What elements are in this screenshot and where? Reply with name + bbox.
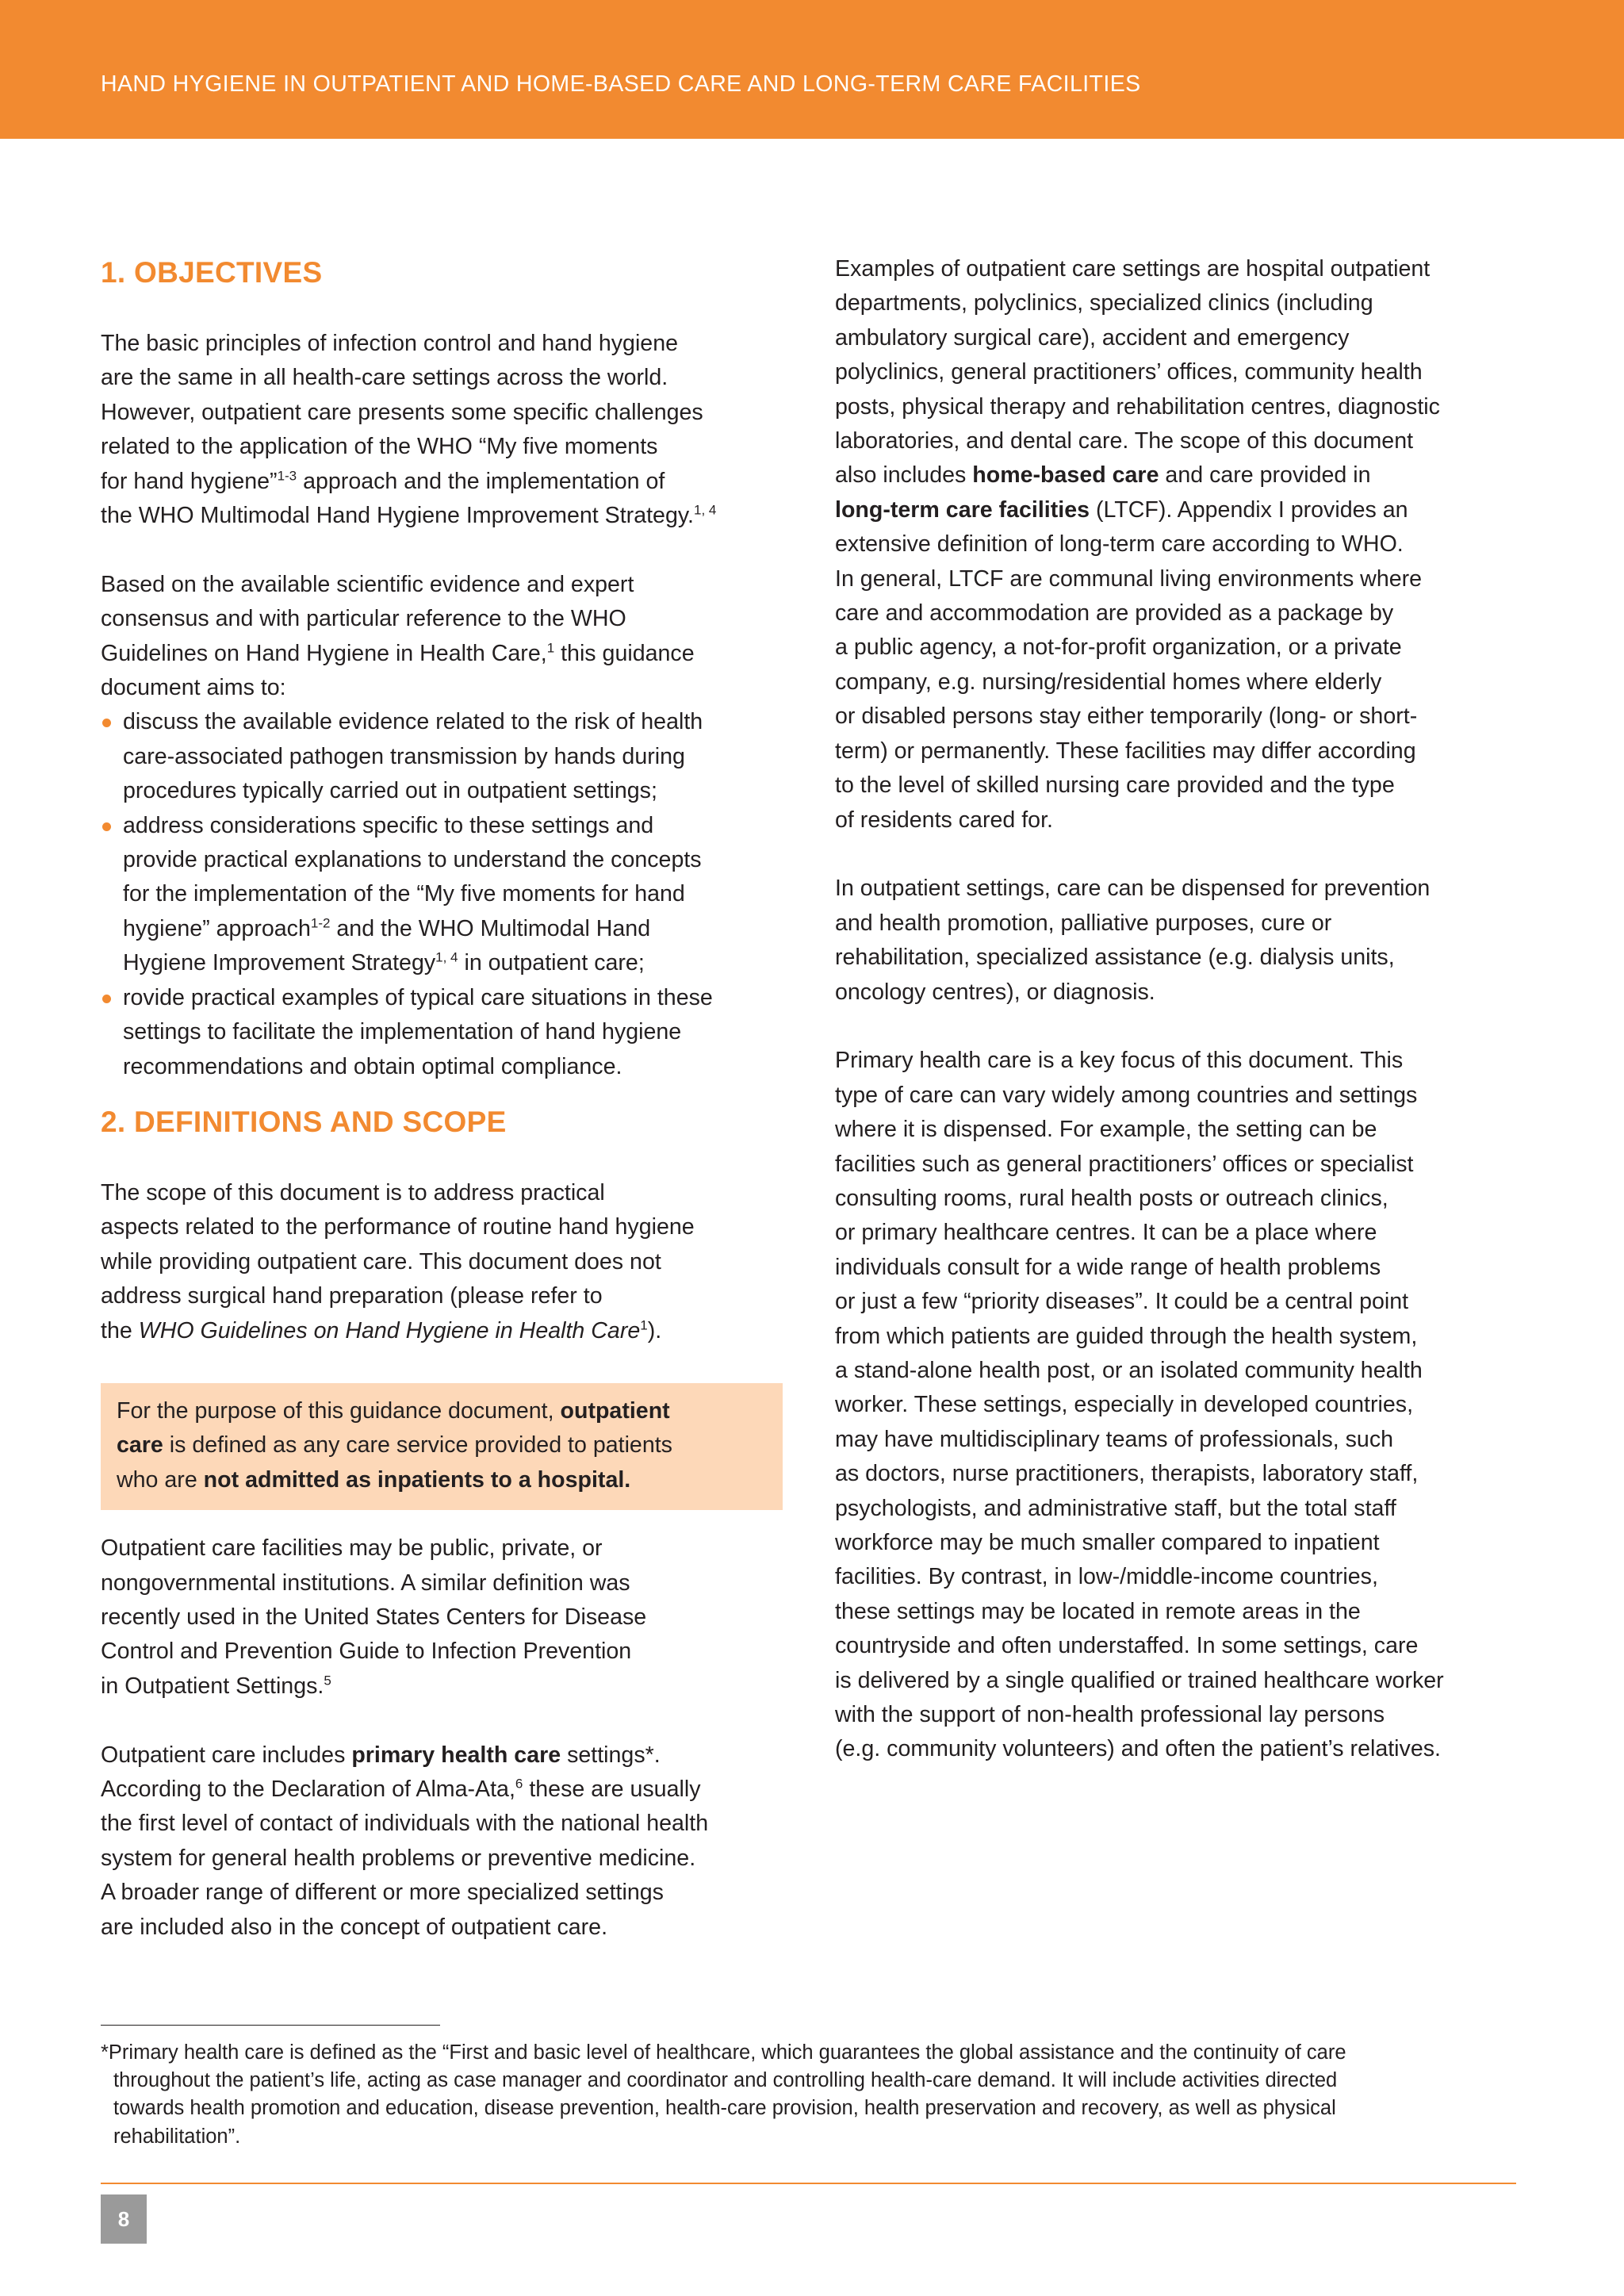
header-title: HAND HYGIENE IN OUTPATIENT AND HOME-BASED CARE AND LONG-TERM CARE FACILITIES bbox=[101, 71, 1141, 97]
objectives-paragraph-2: Based on the available scientific evidence and expert consensus and with particular reference to the WHO Guidelines on Hand Hygiene in Health Care,$^1$ this guidance document aims to: bbox=[101, 571, 695, 701]
scope-paragraph-2: In outpatient settings, care can be dispensed for prevention and health promotion, palliative purposes, cure or rehabilitation, specialized assistance (e.g. dialysis units, oncology centres), or diagnosis. bbox=[835, 876, 1431, 1005]
bullet-icon bbox=[102, 822, 111, 831]
right-column bbox=[835, 252, 1523, 1767]
footnote: *Primary health care is defined as the “First and basic level of healthcare, which guarantees the global assistance and the continuity of care throughout the patient’s life, acting as case manager and coordinator and controlling health-care demand. It will include activities directed towards health promotion and education, disease prevention, health-care provision, health preservation and recovery, as well as physical rehabilitation”. bbox=[101, 2041, 1346, 2148]
section-heading-definitions: 2. DEFINITIONS AND SCOPE bbox=[101, 1105, 507, 1138]
list-item: address considerations specific to these settings and provide practical explanations to understand the concepts for the implementation of the “My five moments for hand hygiene” approach$^{1-2}$ and the WHO Multimodal Hand Hygiene Improvement Strategy$^{1, 4}$ in outpatient care; bbox=[101, 809, 799, 981]
definitions-paragraph-1: The scope of this document is to address practical aspects related to the performance of routine hand hygiene while providing outpatient care. This document does not address surgical hand preparation (please refer to the WHO Guidelines on Hand Hygiene in Health Care$^1$). bbox=[101, 1179, 695, 1343]
objectives-paragraph-1: The basic principles of infection control and hand hygiene are the same in all health-care settings across the world. However, outpatient care presents some specific challenges related to the application of the WHO “My five moments for hand hygiene”$^{1-3}$ approach and the implementation of the WHO Multimodal Hand Hygiene Improvement Strategy.$^{1, 4}$ bbox=[101, 331, 717, 529]
page-header bbox=[0, 0, 1624, 139]
bullet-icon bbox=[102, 995, 111, 1003]
definitions-paragraph-2: Outpatient care facilities may be public, private, or nongovernmental institutions. A similar definition was recently used in the United States Centers for Disease Control and Prevention Guide to Infection Prevention in Outpatient Settings.$^5$ bbox=[101, 1535, 647, 1699]
left-column bbox=[101, 252, 799, 1945]
list-item: rovide practical examples of typical care situations in these settings to facilitate the implementation of hand hygiene recommendations and obtain optimal compliance. bbox=[101, 981, 799, 1084]
section-heading-objectives: 1. OBJECTIVES bbox=[101, 256, 323, 289]
definitions-paragraph-3: Outpatient care includes primary health care settings*. According to the Declaration of Alma-Ata,$^6$ these are usually the first level of contact of individuals with the national health system for general health problems or preventive medicine. A broader range of different or more specialized settings are included also in the concept of outpatient care. bbox=[101, 1742, 709, 1940]
scope-paragraph-3: Primary health care is a key focus of this document. This type of care can vary widely among countries and settings where it is dispensed. For example, the setting can be facilities such as general practitioners’ offices or specialist consulting rooms, rural health posts or outreach clinics, or primary healthcare centres. It can be a place where individuals consult for a wide range of health problems or just a few “priority diseases”. It could be a central point from which patients are guided through the health system, a stand-alone health post, or an isolated community health worker. These settings, especially in developed countries, may have multidisciplinary teams of professionals, such as doctors, nurse practitioners, therapists, laboratory staff, psychologists, and administrative staff, but the total staff workforce may be much smaller compared to inpatient facilities. By contrast, in low-/middle-income countries, these settings may be located in remote areas in the countryside and often understaffed. In some settings, care is delivered by a single qualified or trained healthcare worker with the support of non-health professional lay persons (e.g. community volunteers) and often the patient’s relatives. bbox=[835, 1048, 1444, 1762]
definition-callout-box: For the purpose of this guidance document, outpatient care is defined as any care service provided to patients who are not admitted as inpatients to a hospital. bbox=[101, 1383, 783, 1510]
objectives-bullet-list bbox=[101, 705, 799, 1083]
footnote-divider bbox=[101, 2025, 440, 2026]
scope-paragraph-1: Examples of outpatient care settings are hospital outpatient departments, polyclinics, specialized clinics (including ambulatory surgical care), accident and emergency polyclinics, general practitioners’ offices, community health posts, physical therapy and rehabilitation centres, diagnostic laboratories, and dental care. The scope of this document also includes home-based care and care provided in long-term care facilities (LTCF). Appendix I provides an extensive definition of long-term care according to WHO. In general, LTCF are communal living environments where care and accommodation are provided as a package by a public agency, a not-for-profit organization, or a private company, e.g. nursing/residential homes where elderly or disabled persons stay either temporarily (long- or short- term) or permanently. These facilities may differ according to the level of skilled nursing care provided and the type of residents cared for. bbox=[835, 256, 1440, 833]
list-item: discuss the available evidence related to the risk of health care-associated pathogen transmission by hands during procedures typically carried out in outpatient settings; bbox=[101, 705, 799, 808]
bullet-icon bbox=[102, 719, 111, 727]
page-footer-rule bbox=[101, 2183, 1516, 2184]
page-number: 8 bbox=[101, 2194, 147, 2244]
